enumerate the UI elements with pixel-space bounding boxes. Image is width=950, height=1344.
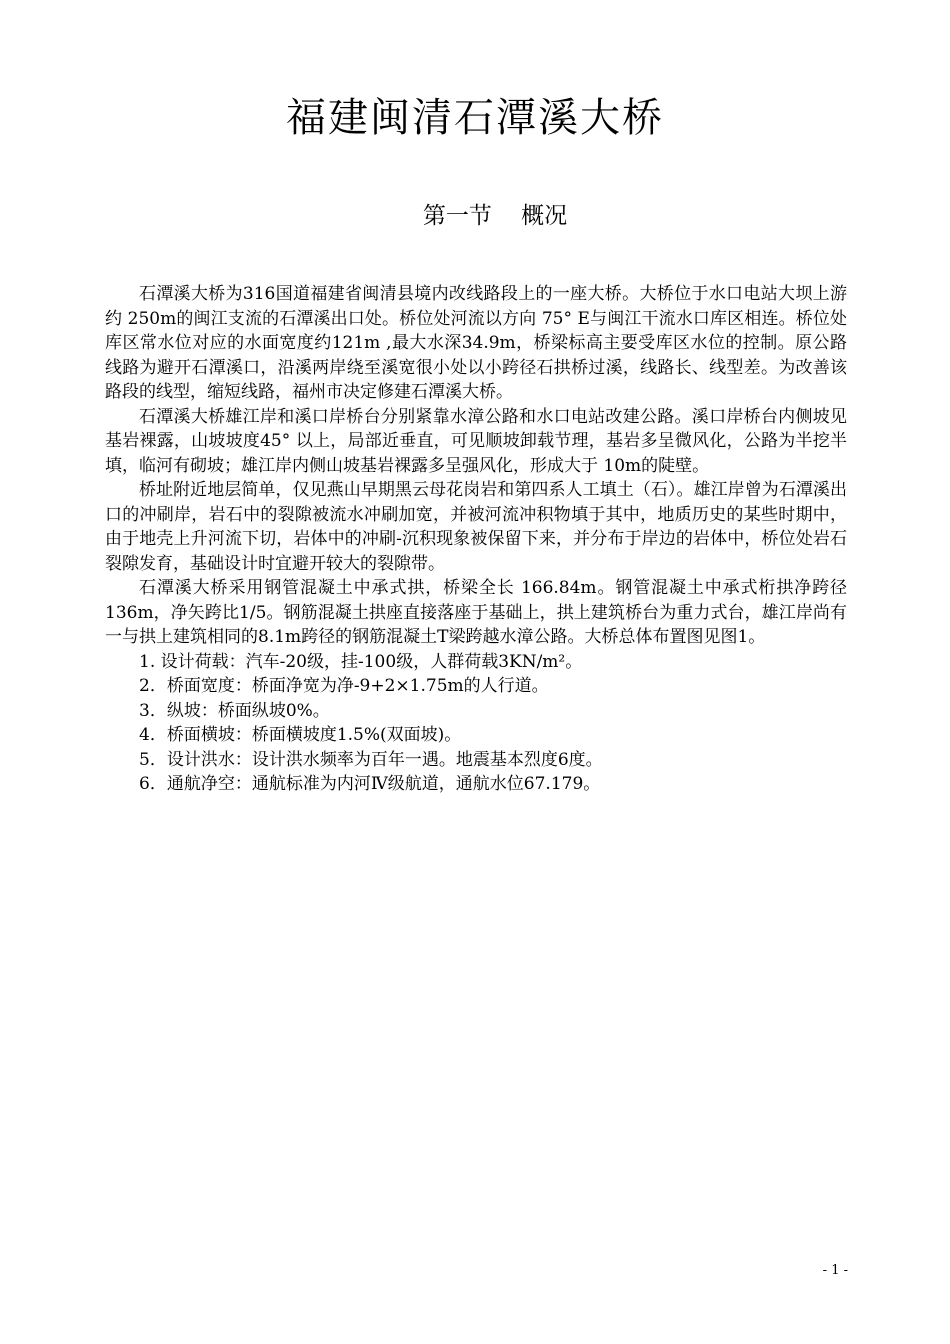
paragraph-abutments: 石潭溪大桥雄江岸和溪口岸桥台分别紧靠水漳公路和水口电站改建公路。溪口岸桥台内侧坡见基岩裸露，山坡坡度45° 以上，局部近垂直，可见顺坡卸载节理，基岩多呈微风化，公路为半挖半填，临河有砌坡；雄江岸内侧山坡基岩裸露多呈强风化，形成大于 10m的陡壁。	[105, 406, 847, 476]
paragraph-overview: 石潭溪大桥为316国道福建省闽清县境内改线路段上的一座大桥。大桥位于水口电站大坝上游约 250m的闽江支流的石潭溪出口处。桥位处河流以方向 75° E与闽江干流水口库区相连。桥位处库区常水位对应的水面宽度约121m ,最大水深34.9m，桥梁标高主要受库区水位的控制。原公路线路为避开石潭溪口，沿溪两岸绕至溪宽很小处以小跨径石拱桥过溪，线路长、线型差。为改善该路段的线型，缩短线路，福州市决定修建石潭溪大桥。	[105, 284, 847, 402]
list-item-design-flood: 5．设计洪水：设计洪水频率为百年一遇。地震基本烈度6度。	[139, 749, 603, 770]
page-title: 福建闽清石潭溪大桥	[286, 95, 664, 141]
list-item-navigation-clearance: 6．通航净空：通航标准为内河Ⅳ级航道，通航水位67.179。	[139, 774, 601, 794]
list-item-deck-width: 2．桥面宽度：桥面净宽为净-9+2×1.75m的人行道。	[139, 676, 549, 696]
list-item-design-load: 1. 设计荷载：汽车-20级，挂-100级，人群荷载3KN/m²。	[139, 651, 583, 672]
page-number: - 1 -	[822, 1263, 848, 1278]
paragraph-geology: 桥址附近地层简单，仅见燕山早期黑云母花岗岩和第四系人工填土（石）。雄江岸曾为石潭溪出口的冲刷岸，岩石中的裂隙被流水冲刷加宽，并被河流冲积物填于其中，地质历史的某些时期中，由于地壳上升河流下切，岩体中的冲刷-沉积现象被保留下来，并分布于岸边的岩体中，桥位处岩石裂隙发育，基础设计时宜避开较大的裂隙带。	[105, 480, 847, 574]
paragraph-structure: 石潭溪大桥采用钢管混凝土中承式拱，桥梁全长 166.84m。钢管混凝土中承式桁拱净跨径136m，净矢跨比1/5。钢筋混凝土拱座直接落座于基础上，拱上建筑桥台为重力式台，雄江岸尚有一与拱上建筑相同的8.1m跨径的钢筋混凝土T梁跨越水漳公路。大桥总体布置图见图1。	[105, 578, 847, 647]
section-title: 第一节 概况	[422, 203, 568, 229]
list-item-longitudinal-slope: 3．纵坡：桥面纵坡0%。	[139, 700, 330, 721]
body-text	[105, 282, 847, 797]
list-item-cross-slope: 4．桥面横坡：桥面横坡度1.5%(双面坡)。	[139, 725, 462, 745]
